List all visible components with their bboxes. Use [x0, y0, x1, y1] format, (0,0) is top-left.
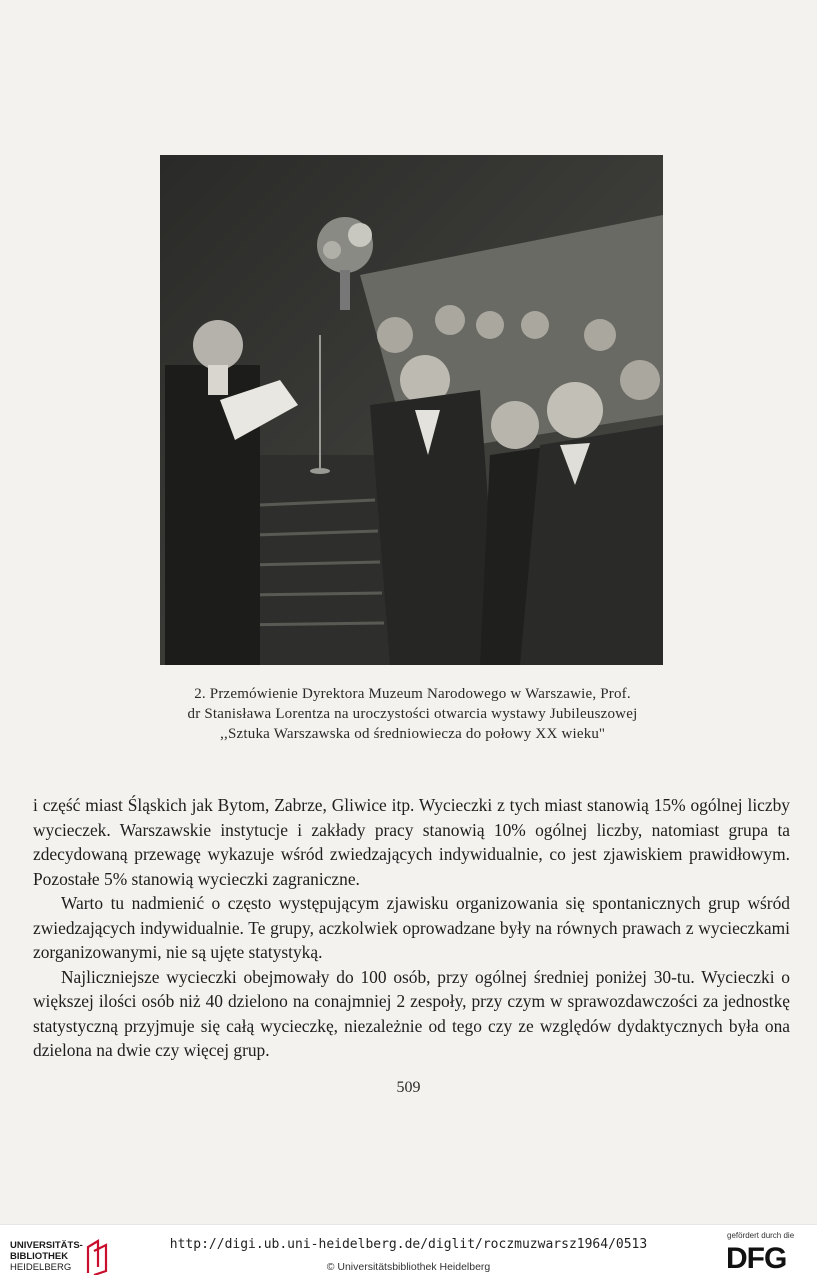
library-line-1: UNIVERSITÄTS-	[10, 1240, 83, 1251]
caption-line-3: ,,Sztuka Warszawska od średniowiecza do połowy XX wieku''	[220, 726, 605, 742]
body-text	[33, 793, 790, 1063]
library-line-3: HEIDELBERG	[10, 1262, 72, 1273]
archival-photograph	[160, 155, 663, 665]
digitization-footer	[0, 1224, 817, 1284]
copyright-notice: © Universitätsbibliothek Heidelberg	[326, 1261, 491, 1273]
permalink-url[interactable]: http://digi.ub.uni-heidelberg.de/diglit/roczmuzwarsz1964/0513	[169, 1237, 648, 1252]
page-number: 509	[396, 1079, 421, 1096]
caption-line-1: 2. Przemówienie Dyrektora Muzeum Narodowego w Warszawie, Prof.	[194, 686, 631, 702]
paragraph-2: Warto tu nadmienić o często występującym zjawisku organizowania się spontanicznych grup wśród zwiedzających indywidualnie. Te grupy, aczkolwiek oprowadzane były na równych prawach z wycieczkami zorganizowanymi, nie są ujęte statystyką.	[33, 893, 790, 962]
photo-caption	[140, 684, 685, 744]
photo-illustration	[160, 155, 663, 665]
dfg-logo: DFG	[726, 1242, 787, 1275]
library-line-2: BIBLIOTHEK	[10, 1251, 69, 1262]
paragraph-3: Najliczniejsze wycieczki obejmowały do 100 osób, przy ogólnej średniej poniżej 30-tu. Wycieczki o większej ilości osób niż 40 dzielono na conajmniej 2 zespoły, przy czym w sprawozdawczości za jednostkę statystyczną przyjmuje się całą wycieczkę, niezależnie od tego czy ze względów dydaktycznych była ona dzielona na dwie czy więcej grup.	[33, 966, 790, 1060]
paragraph-1: i część miast Śląskich jak Bytom, Zabrze, Gliwice itp. Wycieczki z tych miast stanowią 15% ogólnej liczby wycieczek. Warszawskie instytucje i zakłady pracy stanowią 10% ogólnej liczby, natomiast grupa ta zdecydowaną przewagę wykazuje wśród zwiedzających indywidualnie, co jest zjawiskiem prawidłowym. Pozostałe 5% stanowią wycieczki zagraniczne.	[33, 795, 790, 889]
funding-label: gefördert durch die	[727, 1231, 795, 1240]
caption-line-2: dr Stanisława Lorentza na uroczystości otwarcia wystawy Jubileuszowej	[187, 706, 638, 722]
